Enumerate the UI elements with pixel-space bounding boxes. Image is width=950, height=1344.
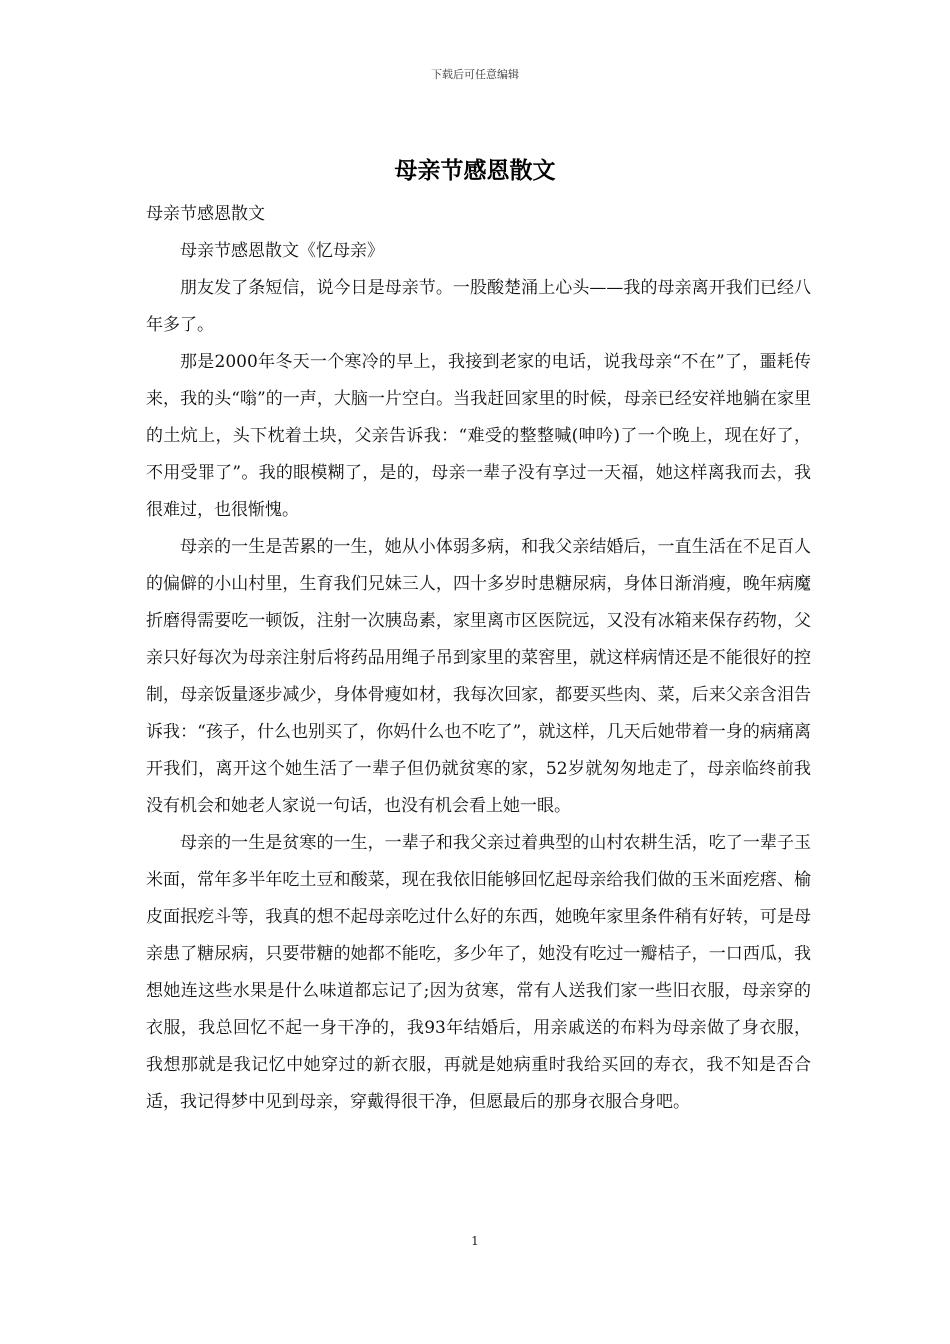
body-paragraph: 母亲的一生是苦累的一生，她从小体弱多病，和我父亲结婚后，一直生活在不足百人的偏僻的小山村里，生育我们兄妹三人，四十多岁时患糖尿病，身体日渐消瘦，晚年病魔折磨得需要吃一顿饭，注射一次胰岛素，家里离市区医院远，又没有冰箱来保存药物，父亲只好每次为母亲注射后将药品用绳子吊到家里的菜窖里，就这样病情还是不能很好的控制，母亲饭量逐步减少，身体骨瘦如材，我每次回家，都要买些肉、菜，后来父亲含泪告诉我：“孩子，什么也别买了，你妈什么也不吃了”，就这样，几天后她带着一身的病痛离开我们，离开这个她生活了一辈子但仍就贫寒的家，52岁就匆匆地走了，母亲临终前我没有机会和她老人家说一句话，也没有机会看上她一眼。 — [146, 537, 811, 816]
body-paragraph: 母亲的一生是贫寒的一生，一辈子和我父亲过着典型的山村农耕生活，吃了一辈子玉米面，常年多半年吃土豆和酸菜，现在我依旧能够回忆起母亲给我们做的玉米面疙瘩、榆皮面抿疙斗等，我真的想不起母亲吃过什么好的东西，她晚年家里条件稍有好转，可是母亲患了糖尿病，只要带糖的她都不能吃，多少年了，她没有吃过一瓣桔子，一口西瓜，我想她连这些水果是什么味道都忘记了;因为贫寒，常有人送我们家一些旧衣服，母亲穿的衣服，我总回忆不起一身干净的，我93年结婚后，用亲戚送的布料为母亲做了身衣服，我想那就是我记忆中她穿过的新衣服，再就是她病重时我给买回的寿衣，我不知是否合适，我记得梦中见到母亲，穿戴得很干净，但愿最后的那身衣服合身吧。 — [146, 833, 811, 1112]
body-paragraph: 朋友发了条短信，说今日是母亲节。一股酸楚涌上心头——我的母亲离开我们已经八年多了。 — [146, 278, 811, 335]
document-body — [146, 196, 811, 1121]
document-title: 母亲节感恩散文 — [394, 157, 556, 184]
essay-heading-paragraph: 母亲节感恩散文《忆母亲》 — [180, 241, 384, 261]
body-paragraph: 那是2000年冬天一个寒冷的早上，我接到老家的电话，说我母亲“不在”了，噩耗传来，我的头“嗡”的一声，大脑一片空白。当我赶回家里的时候，母亲已经安祥地躺在家里的土炕上，头下枕着土块，父亲告诉我：“难受的整整喊(呻吟)了一个晚上，现在好了，不用受罪了”。我的眼模糊了，是的，母亲一辈子没有享过一天福，她这样离我而去，我很难过，也很惭愧。 — [146, 352, 811, 520]
page-number: 1 — [471, 1234, 479, 1248]
subtitle-paragraph: 母亲节感恩散文 — [146, 204, 265, 224]
header-note: 下载后可任意编辑 — [431, 68, 519, 81]
